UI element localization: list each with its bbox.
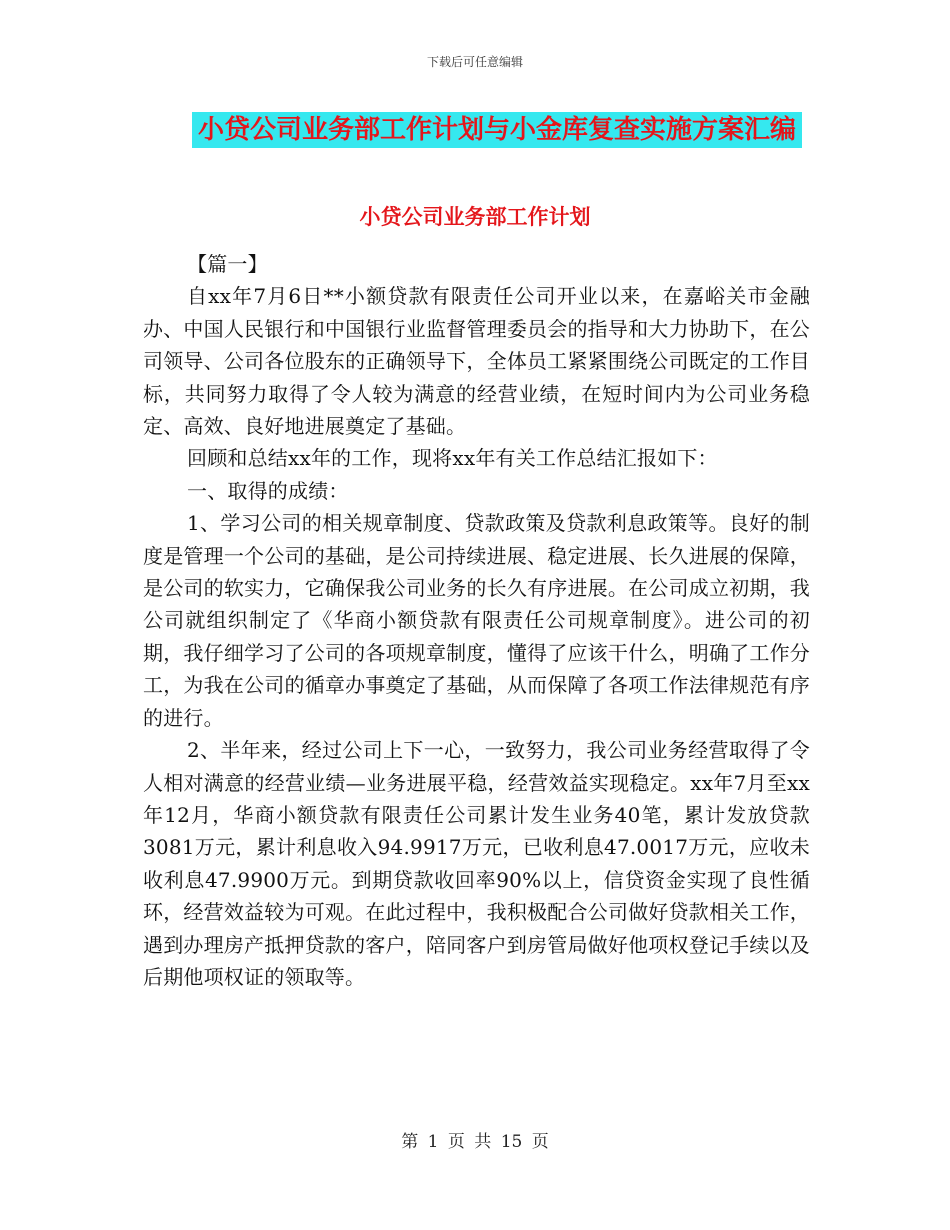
header-note: 下载后可任意编辑 bbox=[426, 55, 523, 69]
paragraph: 1、学习公司的相关规章制度、贷款政策及贷款利息政策等。良好的制度是管理一个公司的基础，是公司持续进展、稳定进展、长久进展的保障，是公司的软实力，它确保我公司业务的长久有序进展。在公司成立初期，我公司就组织制定了《华商小额贷款有限责任公司规章制度》。进公司的初期，我仔细学习了公司的各项规章制度，懂得了应该干什么，明确了工作分工，为我在公司的循章办事奠定了基础，从而保障了各项工作法律规范有序的进行。 bbox=[143, 511, 810, 730]
body-text bbox=[143, 248, 810, 993]
paragraph: 一、取得的成绩： bbox=[187, 478, 349, 503]
paragraph: 自xx年7月6日**小额贷款有限责任公司开业以来，在嘉峪关市金融办、中国人民银行和中国银行业监督管理委员会的指导和大力协助下，在公司领导、公司各位股东的正确领导下，全体员工紧紧围绕公司既定的工作目标，共同努力取得了令人较为满意的经营业绩，在短时间内为公司业务稳定、高效、良好地进展奠定了基础。 bbox=[143, 284, 810, 439]
paragraph-heading: 【篇一】 bbox=[187, 252, 268, 276]
section-title: 小贷公司业务部工作计划 bbox=[359, 204, 591, 229]
paragraph: 回顾和总结xx年的工作，现将xx年有关工作总结汇报如下： bbox=[187, 446, 718, 471]
page-number: 第 1 页 共 15 页 bbox=[401, 1132, 549, 1152]
document-title: 小贷公司业务部工作计划与小金库复查实施方案汇编 bbox=[192, 112, 802, 148]
paragraph: 2、半年来，经过公司上下一心，一致努力，我公司业务经营取得了令人相对满意的经营业绩—业务进展平稳，经营效益实现稳定。xx年7月至xx年12月，华商小额贷款有限责任公司累计发生业务40笔，累计发放贷款3081万元，累计利息收入94.9917万元，已收利息47.0017万元，应收未收利息47.9900万元。到期贷款收回率90%以上，信贷资金实现了良性循环，经营效益较为可观。在此过程中，我积极配合公司做好贷款相关工作，遇到办理房产抵押贷款的客户，陪同客户到房管局做好他项权登记手续以及后期他项权证的领取等。 bbox=[143, 738, 810, 989]
